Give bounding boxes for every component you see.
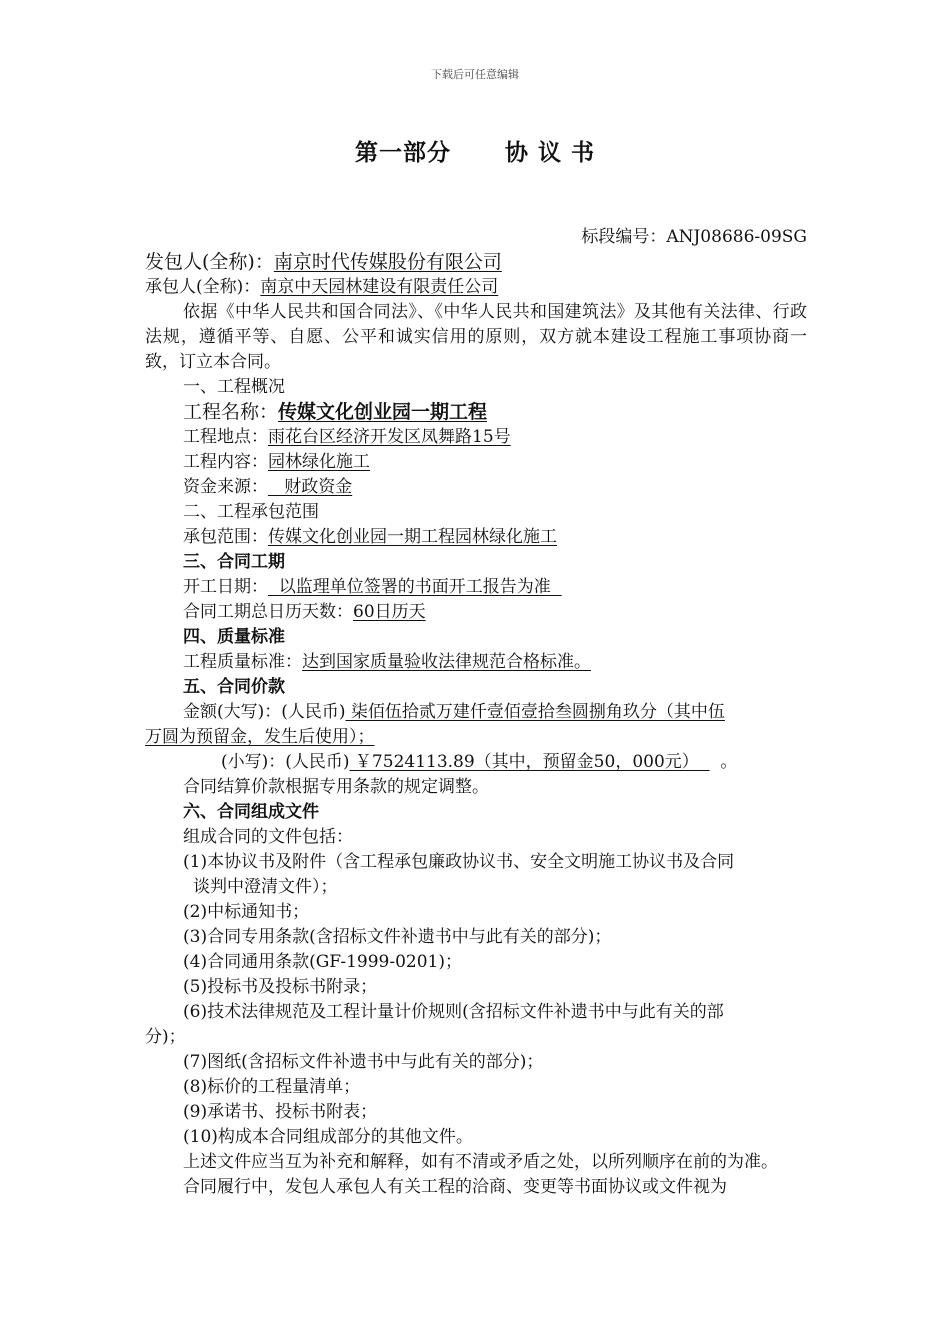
fund-source-label: 资金来源： xyxy=(183,477,268,497)
amount-upper-value-2: 万圆为预留金，发生后使用）； xyxy=(145,727,375,747)
amount-upper-line-2 xyxy=(145,725,807,750)
header-note: 下载后可任意编辑 xyxy=(431,68,519,81)
employer-line xyxy=(145,250,807,275)
s5-heading: 五、合同价款 xyxy=(183,677,285,697)
duration-label: 合同工期总日历天数： xyxy=(183,602,353,622)
employer-value: 南京时代传媒股份有限公司 xyxy=(273,251,502,273)
document-body xyxy=(145,225,807,1200)
scope-line xyxy=(145,525,807,550)
doc-item-8: (8)标价的工程量清单； xyxy=(183,1077,361,1097)
contractor-label: 承包人(全称)： xyxy=(145,277,261,297)
scope-value: 传媒文化创业园一期工程园林绿化施工 xyxy=(268,527,557,547)
s3-heading: 三、合同工期 xyxy=(183,552,285,572)
precedence-paragraph: 上述文件应当互为补充和解释，如有不清或矛盾之处，以所列顺序在前的为准。 xyxy=(183,1152,778,1172)
doc-item-4: (4)合同通用条款(GF-1999-0201)； xyxy=(183,952,462,972)
duration-line xyxy=(145,600,807,625)
fund-source-line xyxy=(145,475,807,500)
project-site-value: 雨花台区经济开发区凤舞路15号 xyxy=(268,427,511,447)
amount-lower-line xyxy=(145,750,807,775)
title-part: 第一部分 xyxy=(354,139,451,166)
quality-value: 达到国家质量验收法律规范合格标准。 xyxy=(302,652,591,672)
section-number: 标段编号：ANJ08686-09SG xyxy=(581,227,807,247)
project-name-label: 工程名称： xyxy=(183,401,279,423)
doc-item-1: (1)本协议书及附件（含工程承包廉政协议书、安全文明施工协议书及合同 xyxy=(183,852,735,872)
doc-item-10: (10)构成本合同组成部分的其他文件。 xyxy=(183,1127,473,1147)
doc-item-2: (2)中标通知书； xyxy=(183,902,310,922)
s2-heading: 二、工程承包范围 xyxy=(183,502,319,522)
doc-item-9: (9)承诺书、投标书附表； xyxy=(183,1102,378,1122)
s1-heading: 一、工程概况 xyxy=(183,377,285,397)
project-name-line xyxy=(145,400,807,425)
project-site-line xyxy=(145,425,807,450)
project-name-value: 传媒文化创业园一期工程 xyxy=(278,401,488,423)
page-title xyxy=(0,134,950,167)
contractor-line xyxy=(145,275,807,300)
start-date-line xyxy=(145,575,807,600)
employer-label: 发包人(全称)： xyxy=(145,251,274,273)
quality-line xyxy=(145,650,807,675)
price-adjust-note: 合同结算价款根据专用条款的规定调整。 xyxy=(183,777,489,797)
s4-heading: 四、质量标准 xyxy=(183,627,285,647)
project-site-label: 工程地点： xyxy=(183,427,268,447)
amount-lower-label: (小写)：(人民币) xyxy=(221,752,350,772)
doc-item-7: (7)图纸(含招标文件补遗书中与此有关的部分)； xyxy=(183,1052,544,1072)
duration-value: 60日历天 xyxy=(353,602,426,622)
doc-item-6-cont: 分)； xyxy=(145,1027,186,1047)
amount-lower-tail: 。 xyxy=(709,752,738,772)
project-content-line xyxy=(145,450,807,475)
contractor-value: 南京中天园林建设有限责任公司 xyxy=(260,277,499,297)
preamble-paragraph: 依据《中华人民共和国合同法》、《中华人民共和国建筑法》及其他有关法律、行政法规，遵循平等、自愿、公平和诚实信用的原则，双方就本建设工程施工事项协商一致，订立本合同。 xyxy=(145,302,807,372)
doc-item-3: (3)合同专用条款(含招标文件补遗书中与此有关的部分)； xyxy=(183,927,612,947)
doc-item-1-cont: 谈判中澄清文件）； xyxy=(193,877,338,897)
project-content-label: 工程内容： xyxy=(183,452,268,472)
fund-source-value: 财政资金 xyxy=(268,477,353,497)
start-date-label: 开工日期： xyxy=(183,577,268,597)
start-date-value: 以监理单位签署的书面开工报告为准 xyxy=(268,577,562,597)
amendment-paragraph: 合同履行中，发包人承包人有关工程的洽商、变更等书面协议或文件视为 xyxy=(183,1177,727,1197)
amount-upper-label: 金额(大写)：(人民币) xyxy=(183,702,346,722)
project-content-value: 园林绿化施工 xyxy=(268,452,370,472)
scope-label: 承包范围： xyxy=(183,527,268,547)
title-name: 协 议 书 xyxy=(504,139,595,166)
docs-intro: 组成合同的文件包括： xyxy=(183,827,353,847)
doc-item-5: (5)投标书及投标书附录； xyxy=(183,977,378,997)
s6-heading: 六、合同组成文件 xyxy=(183,802,319,822)
doc-item-6: (6)技术法律规范及工程计量计价规则(含招标文件补遗书中与此有关的部 xyxy=(183,1002,724,1022)
amount-upper-line xyxy=(145,700,807,725)
amount-lower-value: ￥7524113.89（其中，预留金50，000元） xyxy=(349,752,710,772)
amount-upper-value: 柒佰伍拾贰万建仟壹佰壹拾叁圆捌角玖分（其中伍 xyxy=(345,702,725,722)
quality-label: 工程质量标准： xyxy=(183,652,302,672)
